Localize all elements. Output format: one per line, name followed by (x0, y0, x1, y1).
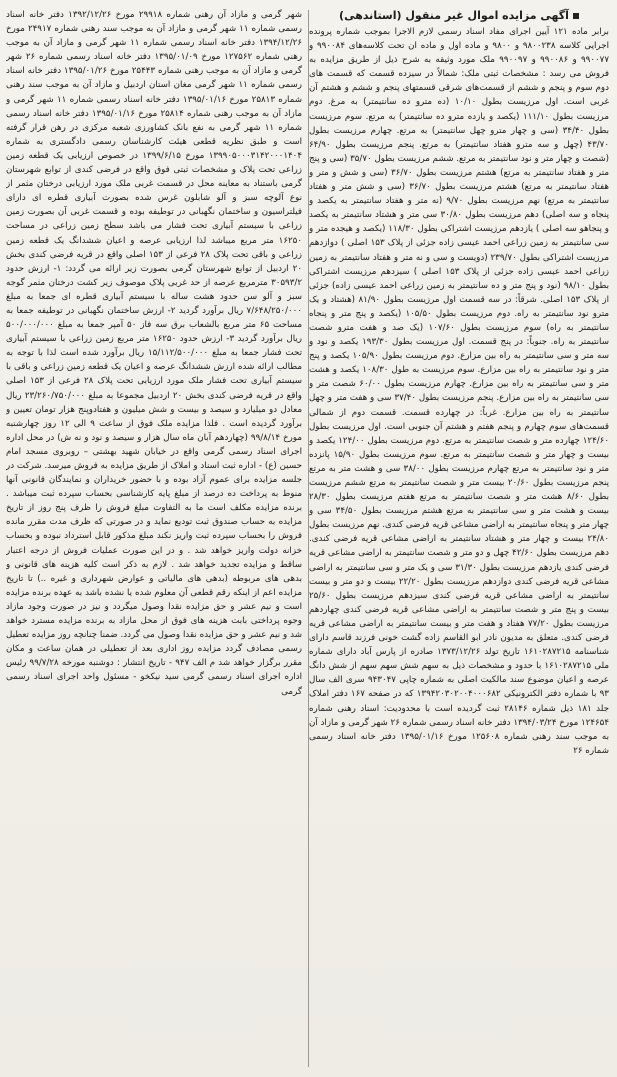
notice-left-column (6, 8, 302, 1069)
square-bullet-icon (573, 13, 579, 19)
notice-left-body: شهر گرمی و مازاد آن رهنی شماره ۲۹۹۱۸ مورخ ۱۳۹۲/۱۲/۲۶ دفتر خانه اسناد رسمی شماره ۱۱ شهر گرمی و مازاد آن به موجب سند رهنی شماره ۲۴۹۱۷ مورخ ۱۳۹۴/۱۲/۲۶ دفتر خانه اسناد رسمی شماره ۱۱ شهر گرمی و مازاد آن به موجب رهنی شماره ۱۲۷۵۶۲ مورخ ۱۳۹۵/۰۱/۰۹ دفتر خانه اسناد رسمی شماره ۲۶ شهر گرمی و مازاد آن به موجب رهنی شماره ۲۵۴۴۳ مورخ ۱۳۹۵/۰۱/۲۶ دفتر خانه اسناد رسمی شماره ۱۱ شهر گرمی مغان استان اردبیل و مازاد آن به موجب سند رهنی شماره ۲۵۸۱۳ مورخ ۱۳۹۵/۰۱/۱۶ دفتر خانه اسناد رسمی شماره ۱۱ شهر گرمی و مازاد آن به موجب رهنی شماره ۲۵۸۱۴ مورخ ۱۳۹۵/۰۱/۱۶ دفتر خانه اسناد رسمی شماره ۱۱ شهر گرمی به نفع بانک کشاورزی شعبه مرکزی در رهن قرار گرفته است و طبق نظریه قطعی هیئت کارشناسان رسمی دادگستری به شماره ۱۳۹۹۰۵۰۰۰۳۱۴۲۰۰۰۱۴۰۴ مورخ ۱۳۹۹/۶/۱۵ در خصوص ارزیابی یک قطعه زمین زراعی تحت پلاک و مشخصات ثبتی فوق واقع در فرضی کندی از توابع شهرستان گرمی باستناد به معاینه محل در قسمت غربی ملک مورد ارزیابی درختان مثمر از نوع آلوچه سبز و آلو شابلون غرس شده بصورت آبیاری قطره ای دارای فیلتراسیون و ساختمان نگهبانی در توطیفه بوده و قسمت غربی آن بصورت زمین زراعی با سیستم آبیاری تحت فشار می باشد سطح زمین زراعی در مساحت ۱۶۲۵۰ متر مربع میباشد لذا ارزیابی عرصه و اعیان ششدانگ یک قطعه زمین زراعی و باقی تحت پلاک ۲۸ فرعی از ۱۵۳ اصلی واقع در قریه فرضی کندی بخش ۲۰ اردبیل از توابع شهرستان گرمی بصورت زیر ارائه می گردد: ۱- ارزش حدود ۳۰۵۹۳/۲ مترمربع عرصه از حد غربی پلاک موصوف زیر کشت درختان مثمر گوجه سبز و آلو سن حدود هشت ساله با سیستم آبیاری قطره ای جمعا به مبلغ ۷/۶۴۸/۲۵۰/۰۰۰ ریال برآورد گردید ۲- ارزش ساختمان نگهبانی در توطیفه جمعا به مساحت ۶۵ متر مربع بالشعاب برق سه فاز ۵۰ آمپر جمعا به مبلغ ۵۰۰/۰۰۰/۰۰۰ ریال برآورد گردید ۳- ارزش حدود ۱۶۲۵۰ متر مربع زمین زراعی با سیستم آبیاری تحت فشار جمعا به مبلغ ۱۵/۱۱۲/۵۰۰/۰۰۰ ریال برآورد شده است لذا با توجه به مطالب ارائه شده ارزش ششدانگ عرصه و اعیان یک قطعه زمین زراعی و باقی با سیستم آبیاری تحت فشار ملک مورد ارزیابی تحت پلاک ۲۸ فرعی از ۱۵۳ اصلی واقع در قریه فرضی کندی بخش ۲۰ اردبیل مجموعا به مبلغ ۲۳/۲۶۰/۷۵۰/۰۰۰ ریال معادل دو میلیارد و سیصد و بیست و شش میلیون و هفتادوپنج هزار تومان تعیین و برآورد گردیده است . فلذا مزایده ملک فوق از ساعت ۹ الی ۱۲ روز چهارشنبه مورخ ۹۹/۸/۱۴ (چهاردهم آبان ماه سال هزار و سیصد و نود و نه ش) در محل اداره اجرای اسناد رسمی گرمی واقع در خیابان شهید بهشتی – روبروی مسجد امام حسین (ع) - اداره ثبت اسناد و املاک از طریق مزایده به فروش میرسد. شرکت در جلسه مزایده برای عموم آزاد بوده و با حضور خریداران و نمایندگان قانونی آنها منوط به پرداخت ده درصد از مبلغ پایه کارشناسی بحساب سپرده ثبت میباشد . برنده مزایده مکلف است ما به التفاوت مبلغ فروش را ظرف پنج روز از تاریخ مزایده به حساب صندوق ثبت تودیع نماید و در صورتی که ظرف مدت مقرر مانده فروش را بحساب سپرده ثبت واریز نکند مبلغ مذکور قابل استرداد نبوده و بحساب خزانه دولت واریز خواهد شد . و در این صورت عملیات فروش از درجه اعتبار ساقط و مزایده تجدید خواهد شد . لازم به ذکر است کلیه هزینه های قانونی و بدهی های مربوطه (بدهی های مالیاتی و عوارض شهرداری و غیره ..) تا تاریخ مزایده اعم از اینکه رقم قطعی آن معلوم شده یا نشده باشد به عهده برنده مزایده است و نیم عشر و حق مزایده نقدا وصول میگردد و نیز در صورت وجود مازاد وجوه پرداختی بابت هزینه های فوق از محل مازاد به برنده مزایده مسترد خواهد شد و نیم عشر و حق مزایده نقدا وصول می گردد. ضمنا چنانچه روز مزایده تعطیل رسمی مصادف گردد مزایده روز اداری بعد از تعطیلی در همان ساعت و مکان مقرر برگزار خواهد شد م الف ۹۴۷ - تاریخ انتشار : دوشنبه مورخه ۹۹/۷/۲۸ رئیس اداره اجرای اسناد رسمی گرمی سید نیکخو - مسئول واحد اجرای اسناد رسمی گرمی (6, 10, 302, 697)
notice-right-column (309, 8, 609, 1069)
notice-title-row (309, 8, 609, 24)
notice-right-body: برابر ماده ۱۲۱ آیین اجرای مفاد اسناد رسمی لازم الاجرا بموجب شماره پرونده اجرایی کلاسه ۹۸۰۰۲۳۸ و ۹۸۰۰ و ماده اول و ماده ان تحت کلاسه‌های ۹۹۰۰۸۴ و ۹۹۰۰۷۷ و ۹۹۰۰۸۶ و ۹۹۰۰۹۷ ملک مورد وثیقه به شرح ذیل از طریق مزایده به فروش می رسد : مشخصات ثبتی ملک: شمالاً در سیزده قسمت که قسمت های دوم سوم و پنجم و ششم از قسمت‌های شرقی قسمتهای پنجم و ششم و هشتم آن غربی است. اول مرزیست بطول ۱۰/۱۰ (ده مترو ده سانتیمتر) به مرغ. دوم مرزیست بطول ۱۱۱/۱۰ (یکصد و یازده مترو ده سانتیمتر) به مرتع. سوم مرزیست بطول ۳۴/۴۰ (سی و چهار مترو چهل سانتیمتر) به مرتع. چهارم مرزیست بطول ۴۳/۷۰ (چهل و سه مترو هفتاد سانتیمتر) به مرتع. پنجم مرزیست بطول ۶۴/۹۰ (شصت و چهار متر و نود سانتیمتر به مرتع. ششم مرزیست بطول ۳۵/۷۰ (سی و پنج متر و هفتاد سانتیمتر به مرتع) هشتم مرزیست بطول ۳۶/۷۰ (سی و شش و متر و هفتاد سانتیمتر به مرتع) هشتم مرزیست بطول ۳۶/۷۰ (سی و شش متر و هفتاد سانتیمتر به مرتع) نهم مرزیست بطول ۹/۷۰ (نه متر و هفتاد سانتیمتر به یکصد و پنجاه و سه اصلی) دهم مرزیست بطول ۳۰/۸۰ سی متر و هشتاد سانتیمتر به یکصد و پنجاهو سه اصلی ) یازدهم مرزیست اشتراکی بطول ۱۱۸/۳۰ (یکصد و هیجده متر و سی سانتیمتر به زمین زراعی احمد عیسی زاده جزئی از پلاک ۱۵۳ اصلی ) دوازدهم مرزیست اشتراکی بطول ۲۳۹/۷۰ (دویست و سی و نه متر و هفتاد سانتیمتر به زمین زراعی احمد عیسی زاده جزئی از پلاک ۱۵۳ اصلی ) سیزدهم مرزیست اشتراکی بطول ۹۸/۱۰ (نود و پنج متر و ده سانتیمتر به زمین زراعی احمد عیسی زاده) جزئی از پلاک ۱۵۳ اصلی. شرقاً: در سه قسمت اول مرزیست بطول ۸۱/۹۰ (هشتاد و یک مترو نود سانتیمتر به راه. دوم مرزیست بطول ۱۰۵/۵۰ (یکصد و پنج متر و پنجاه سانتیمتر به راه) سوم مرزیست بطول ۱۰۷/۶۰ (یک صد و هفت مترو شصت سانتیمتر به راه. جنوباً: در پنج قسمت. اول مرزیست بطول ۱۹۳/۳۰ یکصد و نود و سه متر و سی سانتیمتر به راه بین مزارع. دوم مرزیست بطول ۱۰۵/۹۰ یکصد و پنج متر و نود سانتیمتر به راه بین مزارع. سوم مرزیست به طول ۱۰۸/۳۰ یکصد و هشت متر و سی سانتیمتر به راه بین مزارع. چهارم مرزیست بطول ۶۰/۰۰ شصت متر و سی سانتیمتر به راه بین مزارع. پنجم مرزیست بطول ۳۷/۴۰ سی و هفت متر و چهل سانتیمتر به راه بین مزارع. غرباً: در چهارده قسمت. قسمت دوم از شمالی قسمت‌های سوم چهارم و پنجم هفتم و هشتم آن جنوبی است. اول مرزیست بطول ۱۲۴/۶۰ چهارده متر و شصت سانتیمتر به مرتع. دوم مرزیست بطول ۱۲۴/۰۰ یکصد و بیست و چهار متر و شصت سانتیمتر به مرتع. سوم مرزیست بطول ۱۵/۹۰ پانزده متر و نود سانتیمتر به مرتع چهارم مرزیست بطول ۳۸/۰۰ سی و هشت متر به مرتع پنجم مرزیست بطول ۲۰/۶۰ بیست متر و شصت سانتیمتر به مرتع ششم مرزیست بطول ۸/۶۰ هشت متر و شصت سانتیمتر به مرتع هفتم مرزیست بطول ۲۸/۳۰ بیست و هشت متر و سی سانتیمتر به مرتع هشتم مرزیست بطول ۳۴/۵۰ سی و چهار متر و پنجاه سانتیمتر به اراضی مشاعی قریه فرضی کندی. نهم مرزیست بطول ۲۴/۸۰ بیست و چهار متر و هشتاد سانتیمتر به اراضی مشاعی قریه فرضی کندی. دهم مرزیست بطول ۴۲/۶۰ چهل و دو متر و شصت سانتیمتر به اراضی مشاعی قریه فرضی کندی یازدهم مرزیست بطول ۳۱/۳۰ سی و یک متر و سی سانتیمتر به اراضی مشاعی قریه فرضی کندی دوازدهم مرزیست بطول ۲۲/۲۰ بیست و دو متر و بیست سانتیمتر به اراضی مشاعی قریه فرضی کندی سیزدهم مرزیست بطول ۲۵/۶۰ بیست و پنج متر و شصت سانتیمتر به اراضی مشاعی قریه فرضی کندی چهاردهم مرزیست بطول ۷۷/۲۰ هفتاد و هفت متر و بیست سانتیمتر به اراضی مشاعی قریه فرضی کندی. متعلق به مدیون نادر ابو القاسم زاده گشت خونی فرزند قاسم دارای شناسنامه ۱۶۱۰۲۸۷۲۱۵ تاریخ تولد ۱۳۷۳/۱۲/۲۶ صادره از پارس آباد دارای شماره ملی ۱۶۱۰۲۸۷۲۱۵ با حدود و مشخصات ذیل به سهم شش سهم سهم از شش دانگ عرصه و اعیان موضوع سند مالکیت اصلی به شماره چاپی ۹۴۳۰۴۷ سری الف سال ۹۳ با شماره دفتر الکترونیکی ۱۳۹۴۲۰۳۰۲۰۰۴۰۰۰۶۸۲ که در صفحه ۱۶۷ دفتر املاک جلد ۱۸۱ ذیل شماره ۲۸۱۴۶ ثبت گردیده است با محدودیت: اسناد رهنی شماره ۱۲۴۶۵۴ مورخ ۱۳۹۴/۰۳/۲۴ دفتر خانه اسناد رسمی شماره ۲۶ شهر گرمی و مازاد آن به موجب سند رهنی شماره ۱۲۵۶۰۸ مورخ ۱۳۹۵/۰۱/۱۶ دفتر خانه اسناد رسمی شماره ۲۶ (309, 27, 609, 756)
notice-title: آگهی مزایده اموال غیر منقول (استاندهی) (339, 9, 569, 22)
column-divider (308, 10, 309, 1067)
